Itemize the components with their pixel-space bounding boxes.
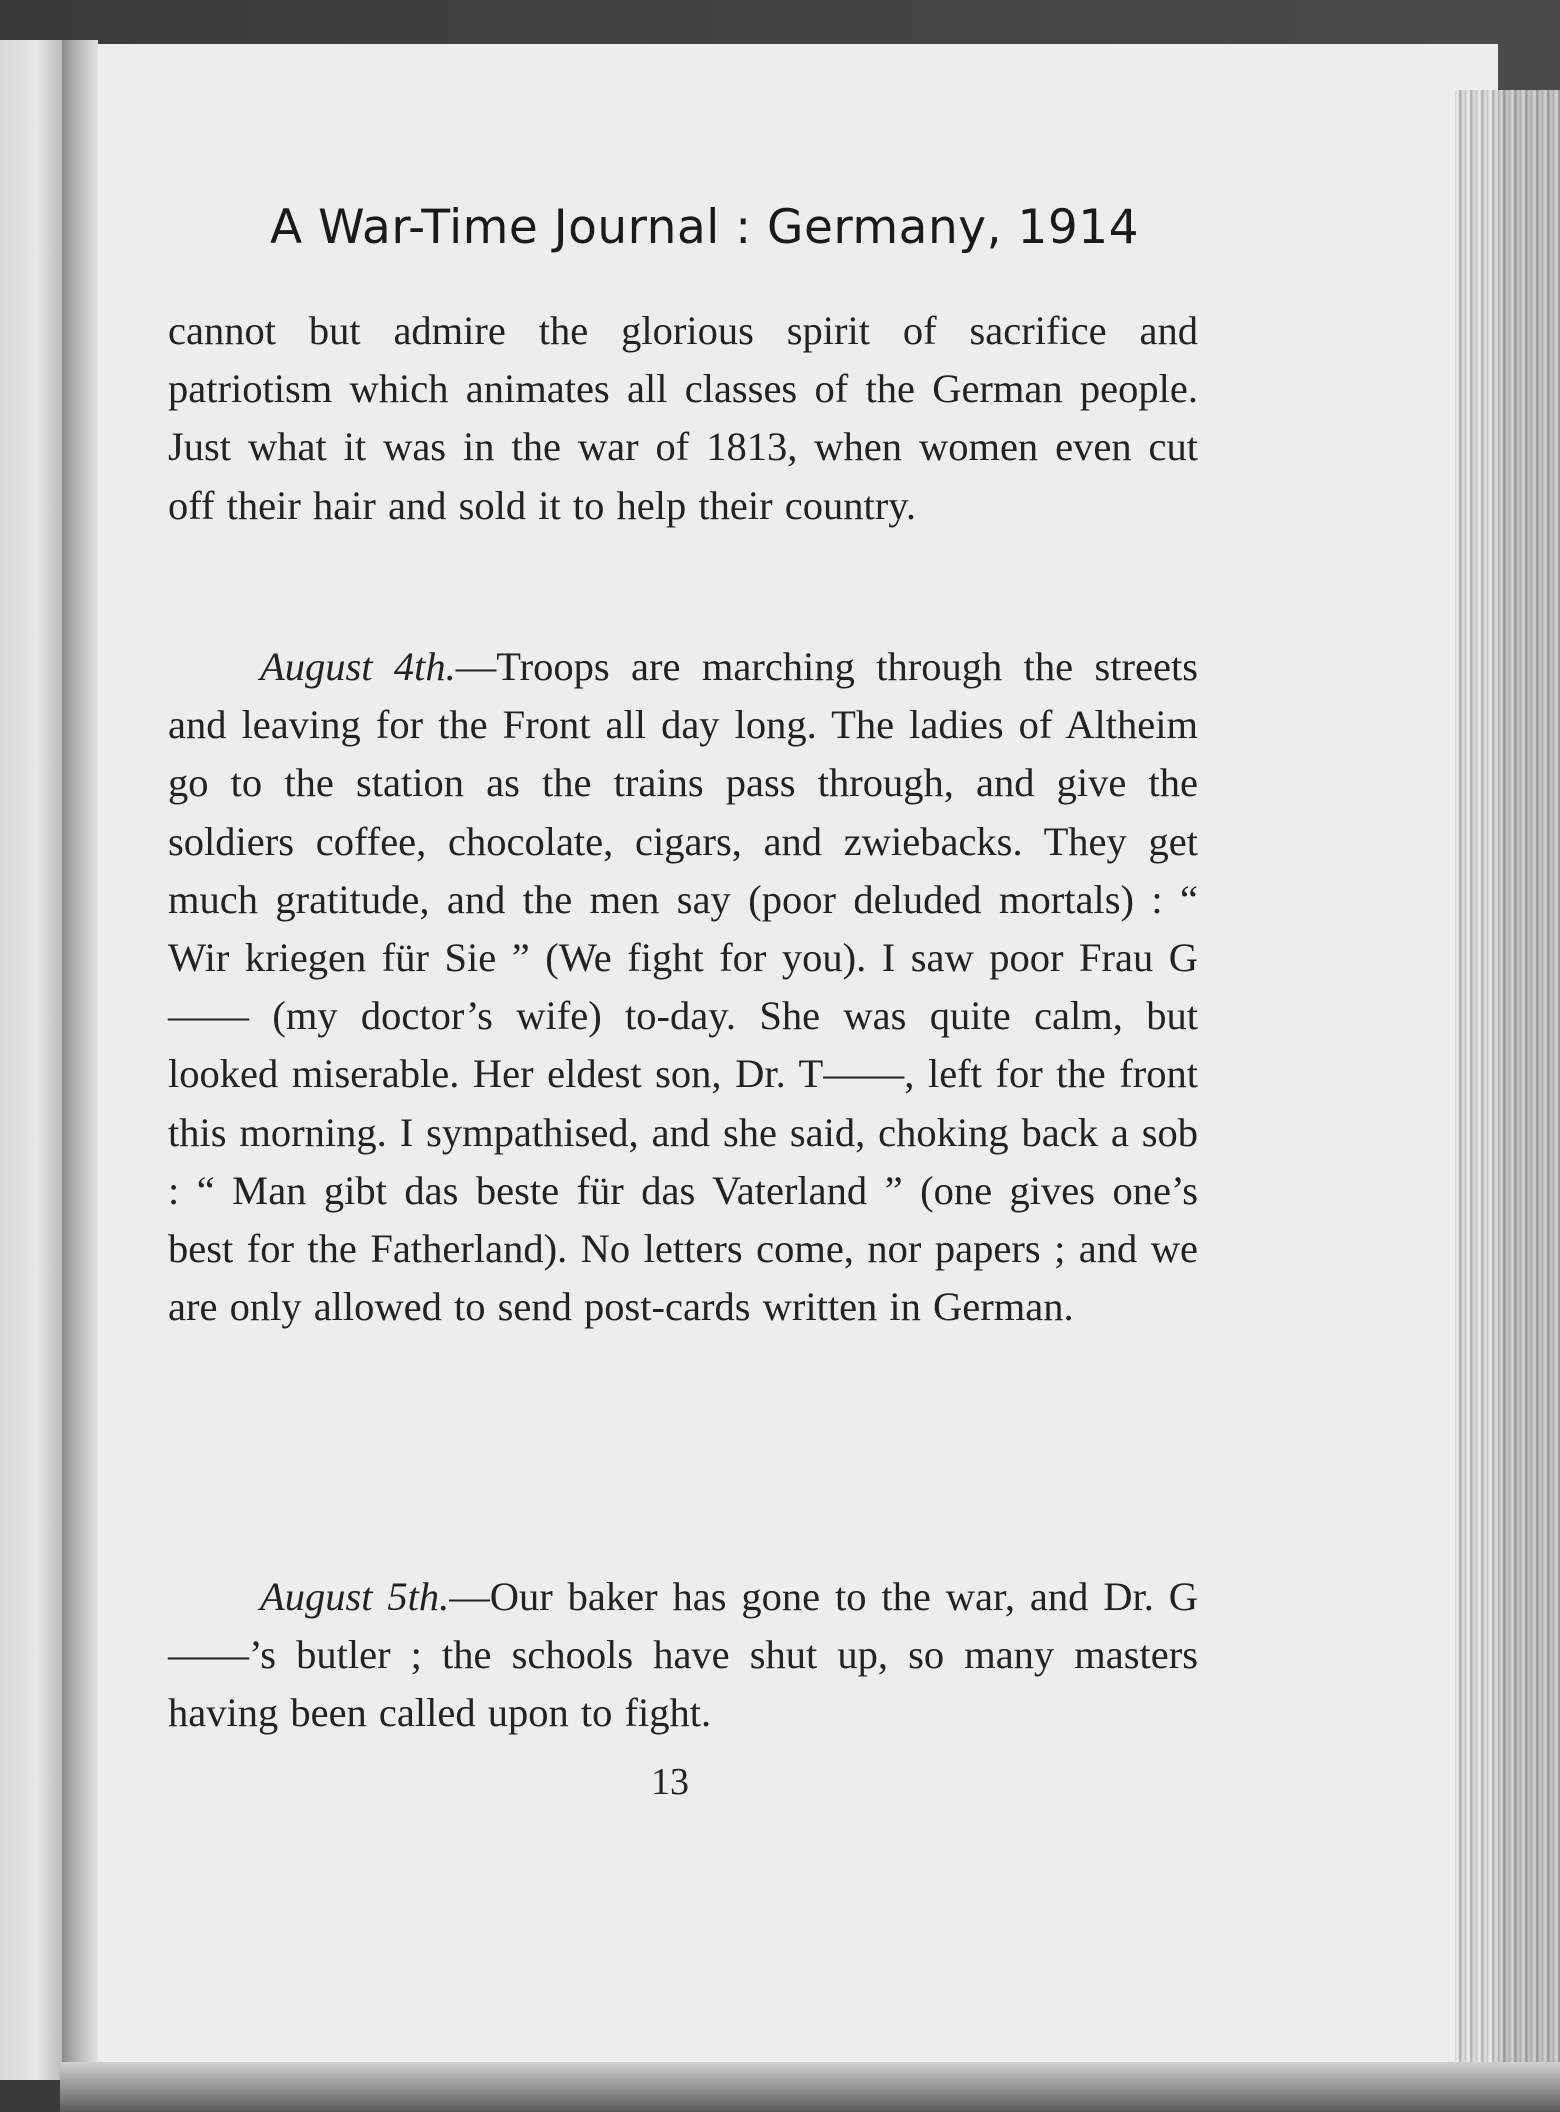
paragraph xyxy=(168,638,1198,1336)
journal-entry-august-5 xyxy=(168,1568,1198,1743)
entry-text: —Our baker has gone to the war, and Dr. G——’s butler ; the schools have shut up, so many masters having been called upon to fight. xyxy=(168,1574,1198,1736)
facing-page-edge xyxy=(0,40,62,2080)
paragraph-text: cannot but admire the glorious spirit of sacrifice and patriotism which animates all classes of the German people. Just what it was in the war of 1813, when women even cut off their hair and sold it to help their country. xyxy=(168,308,1198,528)
journal-entry-august-4 xyxy=(168,638,1198,1336)
page-number: 13 xyxy=(651,1761,689,1803)
entry-text: —Troops are marching through the streets and leaving for the Front all day long. The ladies of Altheim go to the station as the trains pass through, and give the soldiers coffee, chocolate, cigars, and zwiebacks. They get much gratitude, and the men say (poor deluded mortals) : “ Wir kriegen für Sie ” (We fight for you). I saw poor Frau G—— (my doctor’s wife) to-day. She was quite calm, but looked miserable. Her eldest son, Dr. T——, left for the front this morning. I sympathised, and she said, choking back a sob : “ Man gibt das beste für das Vaterland ” (one gives one’s best for the Fatherland). No letters come, nor papers ; and we are only allowed to send post-cards written in German. xyxy=(168,644,1198,1330)
book-bottom-edge xyxy=(60,2062,1560,2112)
paragraph-continuation xyxy=(168,302,1198,535)
gutter-shadow xyxy=(62,40,98,2080)
entry-date: August 5th. xyxy=(260,1574,450,1619)
paragraph xyxy=(168,1568,1198,1743)
running-head: A War-Time Journal : Germany, 1914 xyxy=(270,200,1140,255)
page-stack-edges xyxy=(1455,90,1560,2090)
entry-date: August 4th. xyxy=(260,644,456,689)
